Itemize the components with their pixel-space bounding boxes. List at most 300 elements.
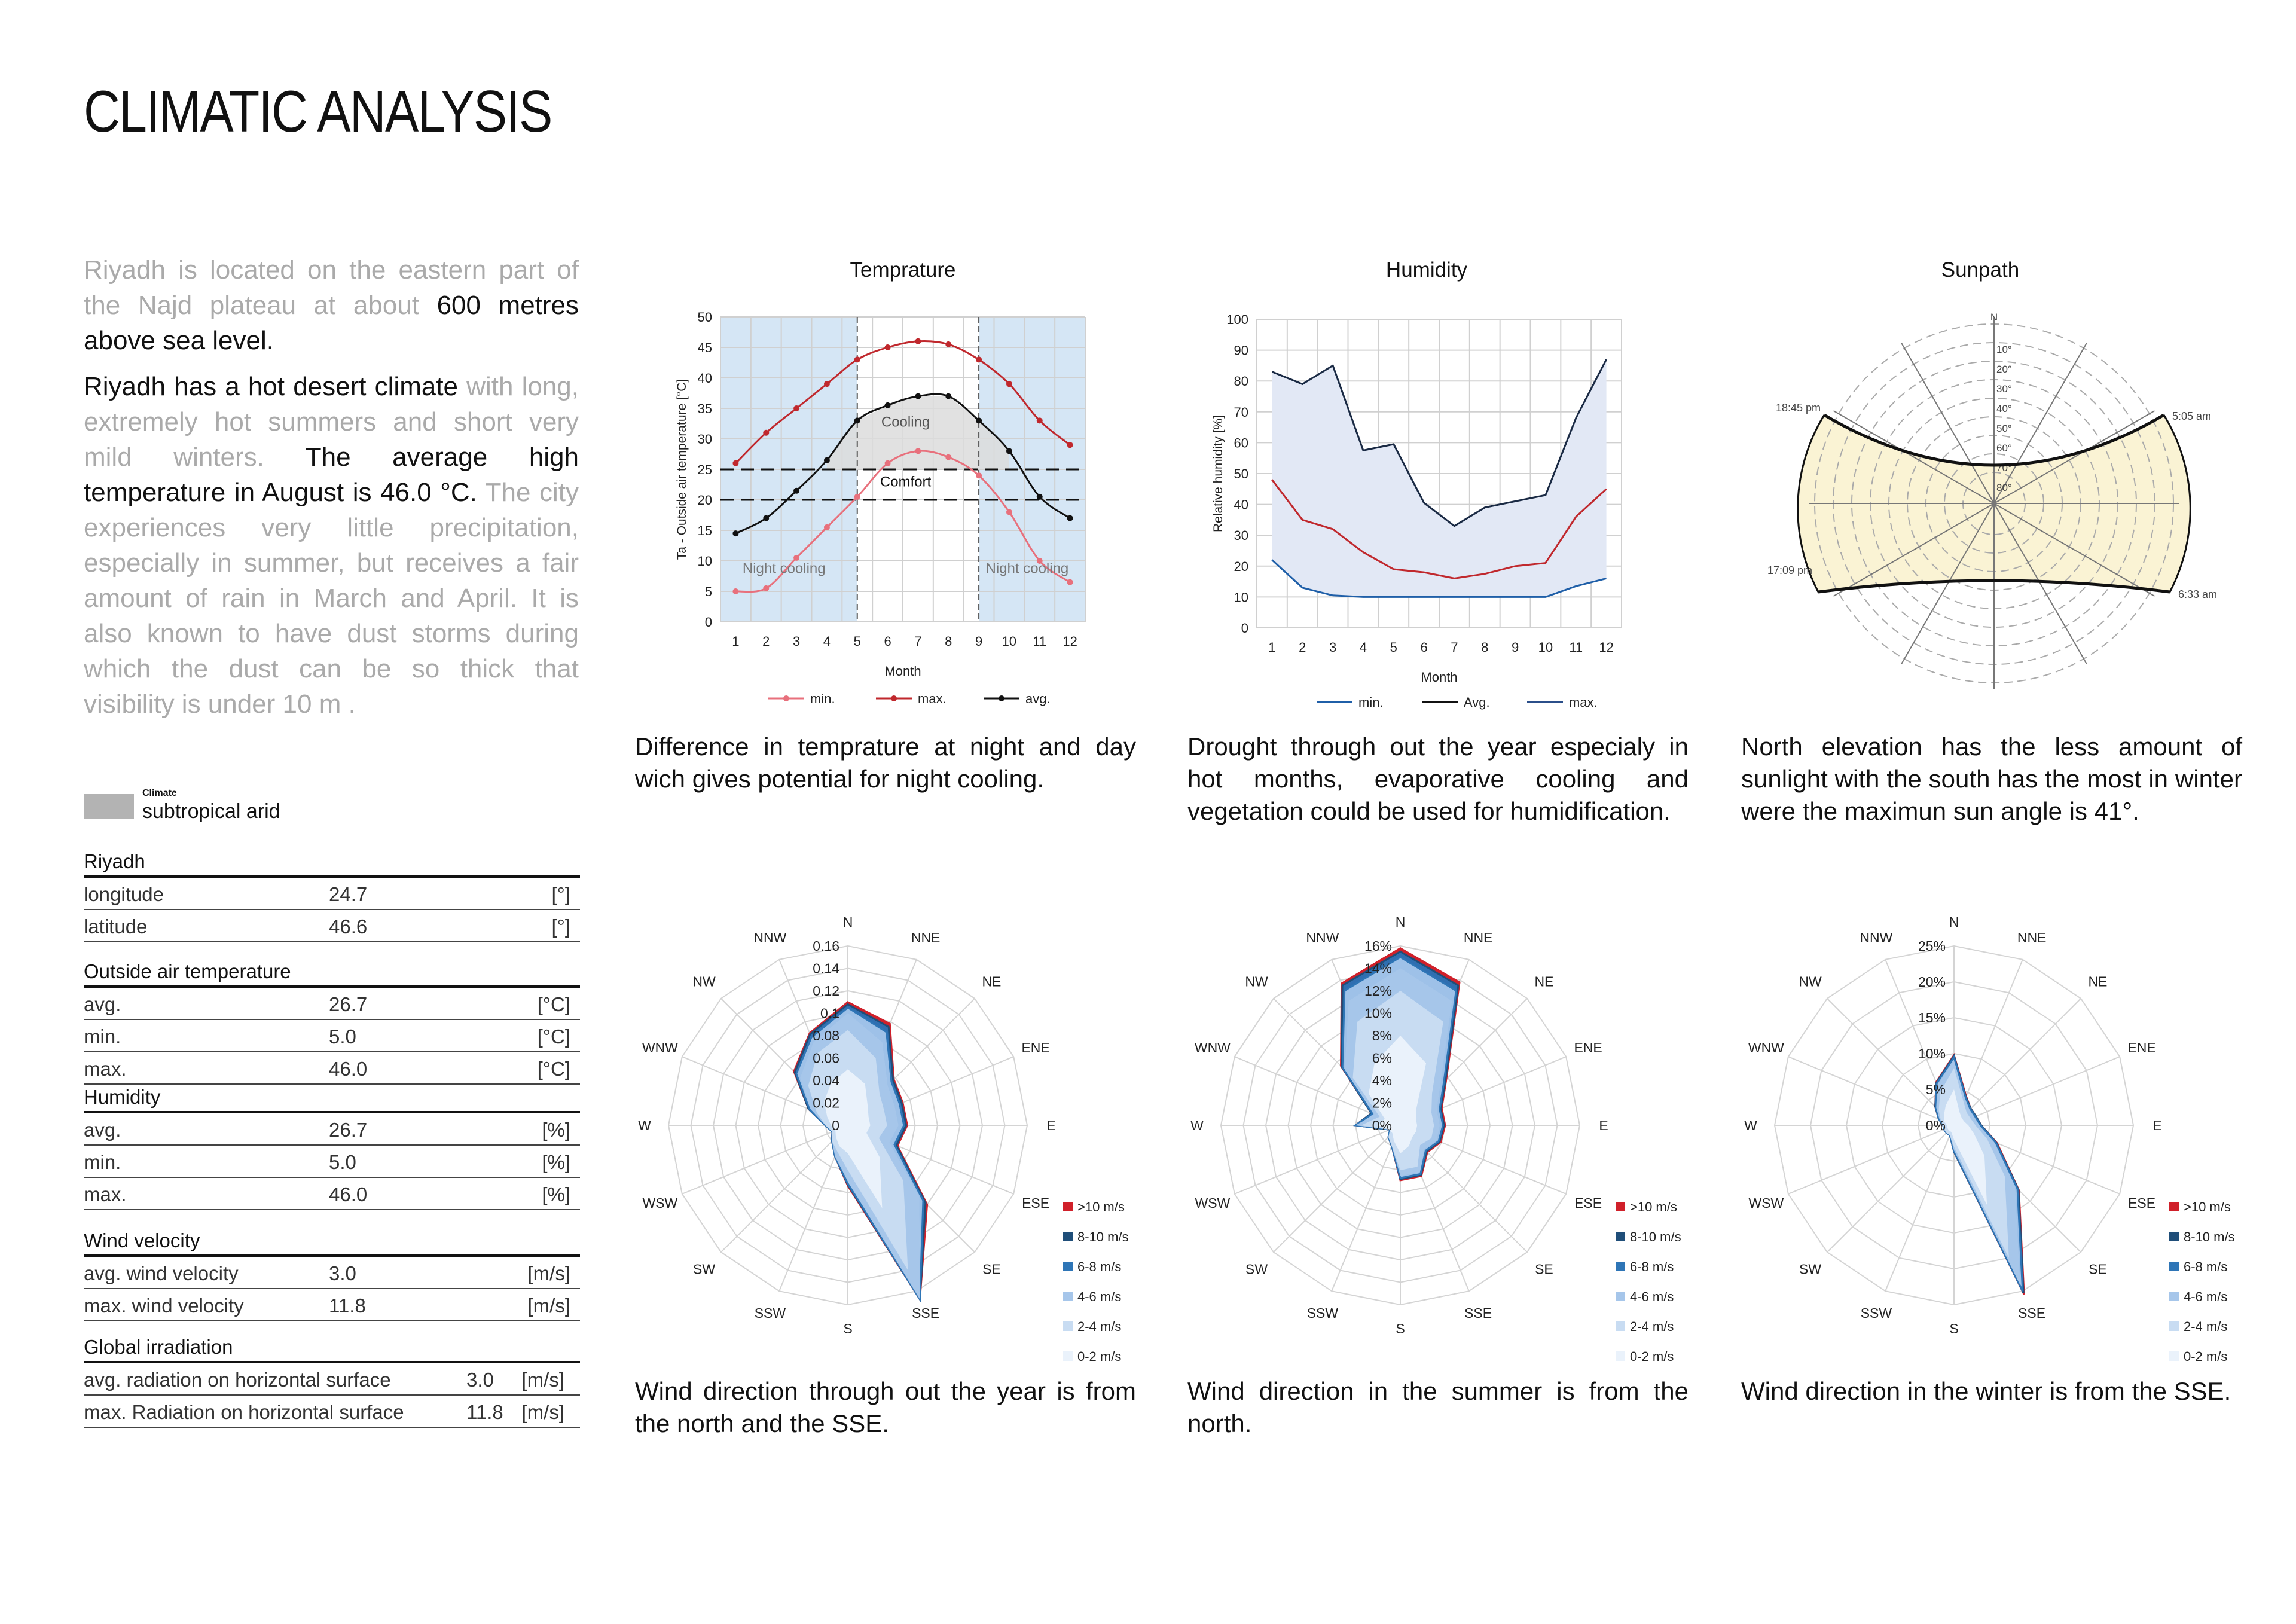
radial-tick-label: 15%	[1918, 1010, 1946, 1025]
y-tick-label: 40	[697, 371, 712, 386]
direction-label: SSW	[1860, 1305, 1892, 1321]
radar-spoke	[1827, 1125, 1954, 1252]
table-section-riyadh	[84, 850, 580, 942]
data-point	[915, 338, 921, 344]
direction-label: NNW	[1860, 929, 1893, 945]
x-tick-label: 9	[1511, 640, 1519, 655]
intro-p2-b: with long, extremely hot summers and short very mild winters.	[84, 372, 579, 472]
data-point	[732, 530, 738, 536]
row-name: avg. wind velocity	[84, 1262, 239, 1284]
direction-label: S	[1949, 1321, 1959, 1336]
x-tick-label: 10	[1002, 634, 1017, 649]
direction-label: SE	[2089, 1261, 2107, 1277]
table-row	[84, 1289, 580, 1321]
data-point	[763, 515, 769, 521]
legend-label: >10 m/s	[2184, 1199, 2231, 1214]
x-tick-label: 6	[884, 634, 891, 649]
direction-label: SSE	[912, 1305, 940, 1321]
table-row	[84, 1052, 580, 1085]
direction-label: SE	[982, 1261, 1001, 1277]
legend-swatch	[1063, 1351, 1073, 1361]
legend-label: min.	[1358, 695, 1384, 710]
data-point	[763, 430, 769, 436]
section-title: Global irradiation	[84, 1336, 580, 1363]
legend-swatch	[2169, 1351, 2179, 1361]
table-row	[84, 1146, 580, 1178]
x-tick-label: 2	[762, 634, 770, 649]
temp-caption: Difference in temprature at night and day wich gives potential for night cooling.	[635, 732, 1136, 793]
direction-label: WNW	[1194, 1039, 1231, 1055]
radial-tick-label: 14%	[1364, 960, 1392, 976]
radial-tick-label: 0	[832, 1118, 839, 1133]
y-tick-label: 20	[697, 493, 712, 508]
wind-winter-chart	[1740, 909, 2260, 1375]
radial-tick-label: 0%	[1372, 1118, 1392, 1133]
direction-label: W	[1744, 1118, 1757, 1133]
row-unit: [m/s]	[521, 1369, 564, 1391]
legend-swatch	[2169, 1292, 2179, 1301]
data-point	[945, 341, 951, 347]
table-row	[84, 1363, 580, 1396]
direction-label: SW	[693, 1261, 716, 1277]
wind-summer-caption: Wind direction in the summer is from the north.	[1187, 1377, 1689, 1437]
legend-label: 4-6 m/s	[1630, 1289, 1674, 1304]
direction-label: SSE	[2018, 1305, 2046, 1321]
radar-spoke	[1954, 999, 2081, 1125]
row-unit: [%]	[542, 1119, 570, 1141]
ring-label: 80°	[1996, 482, 2012, 493]
x-tick-label: 4	[1359, 640, 1367, 655]
data-point	[1037, 494, 1043, 500]
x-tick-label: 7	[914, 634, 922, 649]
row-value: 3.0	[329, 1262, 356, 1284]
y-tick-label: 70	[1234, 404, 1248, 420]
legend-label: 4-6 m/s	[1077, 1289, 1122, 1304]
legend-swatch	[2169, 1262, 2179, 1271]
radial-tick-label: 16%	[1364, 938, 1392, 954]
table-row	[84, 1396, 580, 1428]
temp-chart-title: Temprature	[850, 258, 956, 282]
table-row	[84, 1178, 580, 1210]
legend-marker	[891, 695, 897, 701]
row-unit: [°C]	[537, 1058, 570, 1080]
data-point	[854, 356, 860, 362]
radial-tick-label: 2%	[1372, 1095, 1392, 1111]
direction-label: ESE	[2128, 1195, 2156, 1211]
y-tick-label: 60	[1234, 435, 1248, 451]
direction-label: NNE	[1463, 929, 1493, 945]
winter-rise-time: 6:33 am	[2178, 588, 2218, 600]
direction-label: W	[638, 1118, 651, 1133]
row-value: 5.0	[329, 1151, 356, 1173]
legend-swatch	[1616, 1351, 1625, 1361]
data-point	[945, 454, 951, 460]
legend-label: max.	[1569, 695, 1598, 710]
temperature-chart	[652, 299, 1106, 706]
x-tick-label: 11	[1033, 634, 1047, 649]
radial-tick-label: 0.06	[813, 1050, 839, 1066]
direction-label: ENE	[2127, 1039, 2156, 1055]
legend-swatch	[1063, 1321, 1073, 1331]
row-unit: [°]	[551, 883, 570, 905]
data-point	[824, 381, 830, 387]
section-title: Wind velocity	[84, 1229, 580, 1257]
intro-p2-d: The city experiences very little precipitation, especially in summer, but receives a fair amount of rain in March and April. It is also known to have dust storms during which the dust can be so thick that visibility is under 10 m .	[84, 478, 579, 719]
x-tick-label: 1	[1268, 640, 1276, 655]
row-value: 26.7	[329, 993, 368, 1015]
data-point	[976, 356, 982, 362]
legend-marker	[999, 695, 1004, 701]
legend-swatch	[2169, 1232, 2179, 1241]
legend-label: Avg.	[1464, 695, 1490, 710]
legend-label: 4-6 m/s	[2184, 1289, 2228, 1304]
table-row	[84, 1257, 580, 1289]
y-tick-label: 45	[697, 340, 712, 355]
radar-spoke	[1332, 1125, 1400, 1291]
radial-tick-label: 6%	[1372, 1050, 1392, 1066]
direction-label: E	[1046, 1118, 1056, 1133]
x-tick-label: 12	[1599, 640, 1614, 655]
direction-label: E	[1599, 1118, 1608, 1133]
legend-label: 0-2 m/s	[2184, 1349, 2228, 1364]
intro-paragraph-1	[84, 252, 579, 358]
data-point	[915, 448, 921, 454]
ring-label: 70°	[1996, 462, 2012, 474]
row-name: latitude	[84, 915, 148, 938]
y-tick-label: 0	[1241, 621, 1248, 636]
radial-tick-label: 10%	[1364, 1005, 1392, 1021]
data-point	[1067, 442, 1073, 448]
legend-swatch	[1063, 1262, 1073, 1271]
legend-swatch	[1616, 1292, 1625, 1301]
row-name: max.	[84, 1183, 127, 1205]
radial-tick-label: 5%	[1925, 1082, 1946, 1097]
data-point	[1006, 448, 1012, 454]
row-name: avg. radiation on horizontal surface	[84, 1369, 391, 1391]
radar-spoke	[1235, 1125, 1400, 1194]
data-point	[793, 405, 799, 411]
y-tick-label: 50	[1234, 466, 1248, 481]
ring-label: 40°	[1996, 403, 2012, 414]
row-unit: [m/s]	[527, 1262, 570, 1284]
data-point	[1067, 515, 1073, 521]
legend-swatch	[1616, 1321, 1625, 1331]
data-point	[824, 524, 830, 530]
legend-label: max.	[918, 691, 947, 706]
table-section-irradiation	[84, 1336, 580, 1428]
climate-value: subtropical arid	[142, 800, 280, 823]
data-point	[885, 344, 891, 350]
radial-tick-label: 25%	[1918, 938, 1946, 954]
direction-label: SSE	[1464, 1305, 1492, 1321]
data-point	[732, 588, 738, 594]
y-tick-label: 5	[704, 584, 712, 599]
row-value: 46.6	[329, 915, 368, 938]
data-point	[1067, 579, 1073, 585]
direction-label: NNW	[1306, 929, 1339, 945]
legend-label: 6-8 m/s	[2184, 1259, 2228, 1274]
y-tick-label: 25	[697, 462, 712, 477]
row-unit: [°]	[551, 915, 570, 938]
radar-spoke	[682, 1125, 848, 1194]
sunpath-chart	[1767, 299, 2218, 694]
sunpath-chart-title: Sunpath	[1941, 258, 2020, 282]
data-point	[793, 488, 799, 494]
x-tick-label: 4	[823, 634, 831, 649]
cooling-label: Cooling	[881, 414, 930, 431]
direction-label: ESE	[1574, 1195, 1602, 1211]
direction-label: WNW	[642, 1039, 678, 1055]
legend-swatch	[1063, 1292, 1073, 1301]
legend-label: 0-2 m/s	[1630, 1349, 1674, 1364]
row-value: 26.7	[329, 1119, 368, 1141]
row-name: max. wind velocity	[84, 1295, 244, 1317]
x-tick-label: 9	[975, 634, 983, 649]
radial-tick-label: 4%	[1372, 1073, 1392, 1088]
row-name: longitude	[84, 883, 164, 905]
data-point	[945, 393, 951, 399]
radial-tick-label: 0.08	[813, 1028, 839, 1043]
table-section-wind	[84, 1229, 580, 1321]
table-row	[84, 1113, 580, 1146]
row-unit: [m/s]	[521, 1401, 564, 1423]
data-point	[1006, 381, 1012, 387]
legend-swatch	[2169, 1202, 2179, 1211]
radial-tick-label: 0%	[1925, 1118, 1946, 1133]
table-section-temperature	[84, 960, 580, 1085]
comfort-label: Comfort	[880, 474, 932, 490]
y-tick-label: 80	[1234, 374, 1248, 389]
radial-tick-label: 0.1	[820, 1005, 839, 1021]
direction-label: S	[1396, 1321, 1405, 1336]
direction-label: N	[1395, 914, 1406, 930]
y-tick-label: 50	[697, 310, 712, 325]
x-axis-label: Month	[884, 664, 921, 679]
table-row	[84, 988, 580, 1020]
direction-label: SSW	[1306, 1305, 1339, 1321]
section-title: Riyadh	[84, 850, 580, 878]
direction-label: WSW	[642, 1195, 678, 1211]
direction-label: ENE	[1021, 1039, 1050, 1055]
x-tick-label: 2	[1299, 640, 1306, 655]
x-tick-label: 3	[1329, 640, 1337, 655]
data-point	[976, 472, 982, 478]
legend-swatch	[1063, 1202, 1073, 1211]
y-tick-label: 90	[1234, 343, 1248, 358]
table-row	[84, 910, 580, 942]
ring-label: 10°	[1996, 344, 2012, 355]
data-point	[854, 417, 860, 423]
row-value: 24.7	[329, 883, 368, 905]
section-title: Humidity	[84, 1086, 580, 1113]
row-value: 5.0	[329, 1025, 356, 1048]
table-section-humidity	[84, 1086, 580, 1210]
x-tick-label: 8	[945, 634, 952, 649]
direction-label: NNE	[2017, 929, 2047, 945]
legend-swatch	[1616, 1232, 1625, 1241]
sunpath-caption: North elevation has the less amount of sunlight with the south has the most in winter were the maximun sun angle is 41°.	[1741, 732, 2242, 825]
legend-swatch	[2169, 1321, 2179, 1331]
data-point	[763, 585, 769, 591]
direction-label: NE	[2088, 973, 2108, 990]
data-point	[793, 555, 799, 561]
legend-label: 6-8 m/s	[1077, 1259, 1122, 1274]
page-title: CLIMATIC ANALYSIS	[84, 78, 552, 144]
x-tick-label: 6	[1420, 640, 1428, 655]
radial-tick-label: 10%	[1918, 1046, 1946, 1061]
humidity-chart	[1190, 299, 1656, 710]
y-tick-label: 10	[697, 554, 712, 569]
y-tick-label: 100	[1226, 312, 1248, 327]
data-point	[1006, 509, 1012, 515]
summer-rise-time: 5:05 am	[2172, 410, 2212, 422]
row-unit: [°C]	[537, 1025, 570, 1048]
direction-label: NW	[692, 973, 716, 990]
row-value: 46.0	[329, 1058, 368, 1080]
direction-label: E	[2152, 1118, 2162, 1133]
radial-tick-label: 20%	[1918, 974, 1946, 990]
row-name: min.	[84, 1151, 121, 1173]
data-point	[854, 494, 860, 500]
row-unit: [°C]	[537, 993, 570, 1015]
intro-text	[84, 252, 579, 732]
ring-label: 30°	[1996, 383, 2012, 395]
row-unit: [%]	[542, 1151, 570, 1173]
legend-label: 2-4 m/s	[1077, 1319, 1122, 1334]
direction-label: NNW	[753, 929, 787, 945]
intro-p2-a: Riyadh has a hot desert climate	[84, 372, 459, 401]
y-axis-label: Relative humidity [%]	[1211, 414, 1225, 533]
intro-p2-c: The average high temperature in August is 46.0 °C.	[84, 442, 579, 507]
legend-label: 2-4 m/s	[1630, 1319, 1674, 1334]
direction-label: N	[842, 914, 853, 930]
table-row	[84, 1020, 580, 1052]
x-tick-label: 11	[1569, 640, 1583, 655]
legend-label: 8-10 m/s	[1077, 1229, 1129, 1244]
direction-label: S	[843, 1321, 853, 1336]
climate-swatch	[84, 794, 134, 819]
y-tick-label: 10	[1234, 590, 1248, 605]
data-point	[732, 460, 738, 466]
section-title: Outside air temperature	[84, 960, 580, 988]
legend-swatch	[1616, 1262, 1625, 1271]
y-tick-label: 30	[697, 432, 712, 447]
data-point	[915, 393, 921, 399]
y-tick-label: 15	[697, 523, 712, 538]
direction-label: NE	[1534, 973, 1554, 990]
humidity-chart-title: Humidity	[1385, 258, 1468, 282]
north-label: N	[1990, 312, 1998, 323]
radial-tick-label: 8%	[1372, 1028, 1392, 1043]
data-point	[885, 460, 891, 466]
ring-label: 60°	[1996, 442, 2012, 454]
y-tick-label: 35	[697, 401, 712, 416]
legend-swatch	[1616, 1202, 1625, 1211]
wind-winter-caption: Wind direction in the winter is from the SSE.	[1741, 1377, 2231, 1405]
row-value: 3.0	[466, 1369, 494, 1391]
wind-year-caption: Wind direction through out the year is from the north and the SSE.	[635, 1377, 1136, 1437]
humidity-caption: Drought through out the year especialy in hot months, evaporative cooling and vegetation could be used for humidification.	[1187, 732, 1689, 825]
direction-label: SW	[1799, 1261, 1822, 1277]
direction-label: NNE	[911, 929, 941, 945]
intro-p1-b: 600 metres above sea level.	[84, 291, 579, 355]
legend-label: 2-4 m/s	[2184, 1319, 2228, 1334]
direction-label: NW	[1245, 973, 1268, 990]
direction-label: SW	[1245, 1261, 1268, 1277]
y-tick-label: 20	[1234, 558, 1248, 574]
wind-summer-chart	[1186, 909, 1706, 1375]
legend-label: 6-8 m/s	[1630, 1259, 1674, 1274]
legend-label: 0-2 m/s	[1077, 1349, 1122, 1364]
radial-tick-label: 0.02	[813, 1095, 839, 1111]
row-value: 46.0	[329, 1183, 368, 1205]
direction-label: SSW	[754, 1305, 786, 1321]
x-axis-label: Month	[1421, 670, 1458, 685]
x-tick-label: 1	[732, 634, 740, 649]
row-name: max.	[84, 1058, 127, 1080]
legend-label: >10 m/s	[1077, 1199, 1125, 1214]
direction-label: WSW	[1195, 1195, 1231, 1211]
data-point	[1037, 417, 1043, 423]
y-tick-label: 30	[1234, 528, 1248, 544]
direction-label: ESE	[1022, 1195, 1050, 1211]
intro-paragraph-2	[84, 369, 579, 722]
row-name: avg.	[84, 1119, 121, 1141]
direction-label: N	[1949, 914, 1959, 930]
direction-label: SE	[1535, 1261, 1553, 1277]
night-cooling-left-label: Night cooling	[742, 560, 826, 577]
legend-label: 8-10 m/s	[2184, 1229, 2235, 1244]
data-point	[885, 402, 891, 408]
direction-label: WNW	[1748, 1039, 1784, 1055]
summer-set-time: 18:45 pm	[1775, 402, 1821, 414]
direction-label: W	[1190, 1118, 1204, 1133]
legend-swatch	[1063, 1232, 1073, 1241]
direction-label: ENE	[1574, 1039, 1602, 1055]
row-unit: [m/s]	[527, 1295, 570, 1317]
radial-tick-label: 0.12	[813, 983, 839, 999]
legend-label: >10 m/s	[1630, 1199, 1677, 1214]
row-name: max. Radiation on horizontal surface	[84, 1401, 404, 1423]
row-value: 11.8	[329, 1295, 366, 1317]
row-name: min.	[84, 1025, 121, 1048]
radial-tick-label: 0.16	[813, 938, 839, 954]
radial-tick-label: 12%	[1364, 983, 1392, 999]
row-value: 11.8	[466, 1401, 503, 1423]
radial-tick-label: 0.04	[813, 1073, 839, 1088]
direction-label: NE	[982, 973, 1002, 990]
row-name: avg.	[84, 993, 121, 1015]
row-unit: [%]	[542, 1183, 570, 1205]
data-point	[824, 457, 830, 463]
x-tick-label: 3	[792, 634, 801, 649]
x-tick-label: 5	[1390, 640, 1397, 655]
intro-p1-a: Riyadh is located on the eastern part of the Najd plateau at about	[84, 255, 579, 320]
y-axis-label: Ta - Outside air temperature [°C]	[675, 378, 689, 560]
ring-label: 50°	[1996, 423, 2012, 434]
winter-set-time: 17:09 pm	[1767, 564, 1812, 576]
legend-label: 8-10 m/s	[1630, 1229, 1681, 1244]
direction-label: WSW	[1748, 1195, 1784, 1211]
x-tick-label: 7	[1451, 640, 1458, 655]
direction-label: NW	[1799, 973, 1822, 990]
x-tick-label: 10	[1538, 640, 1553, 655]
y-tick-label: 40	[1234, 497, 1248, 512]
data-point	[976, 417, 982, 423]
radial-tick-label: 0.14	[813, 960, 839, 976]
x-tick-label: 8	[1481, 640, 1489, 655]
legend-label: avg.	[1025, 691, 1051, 706]
